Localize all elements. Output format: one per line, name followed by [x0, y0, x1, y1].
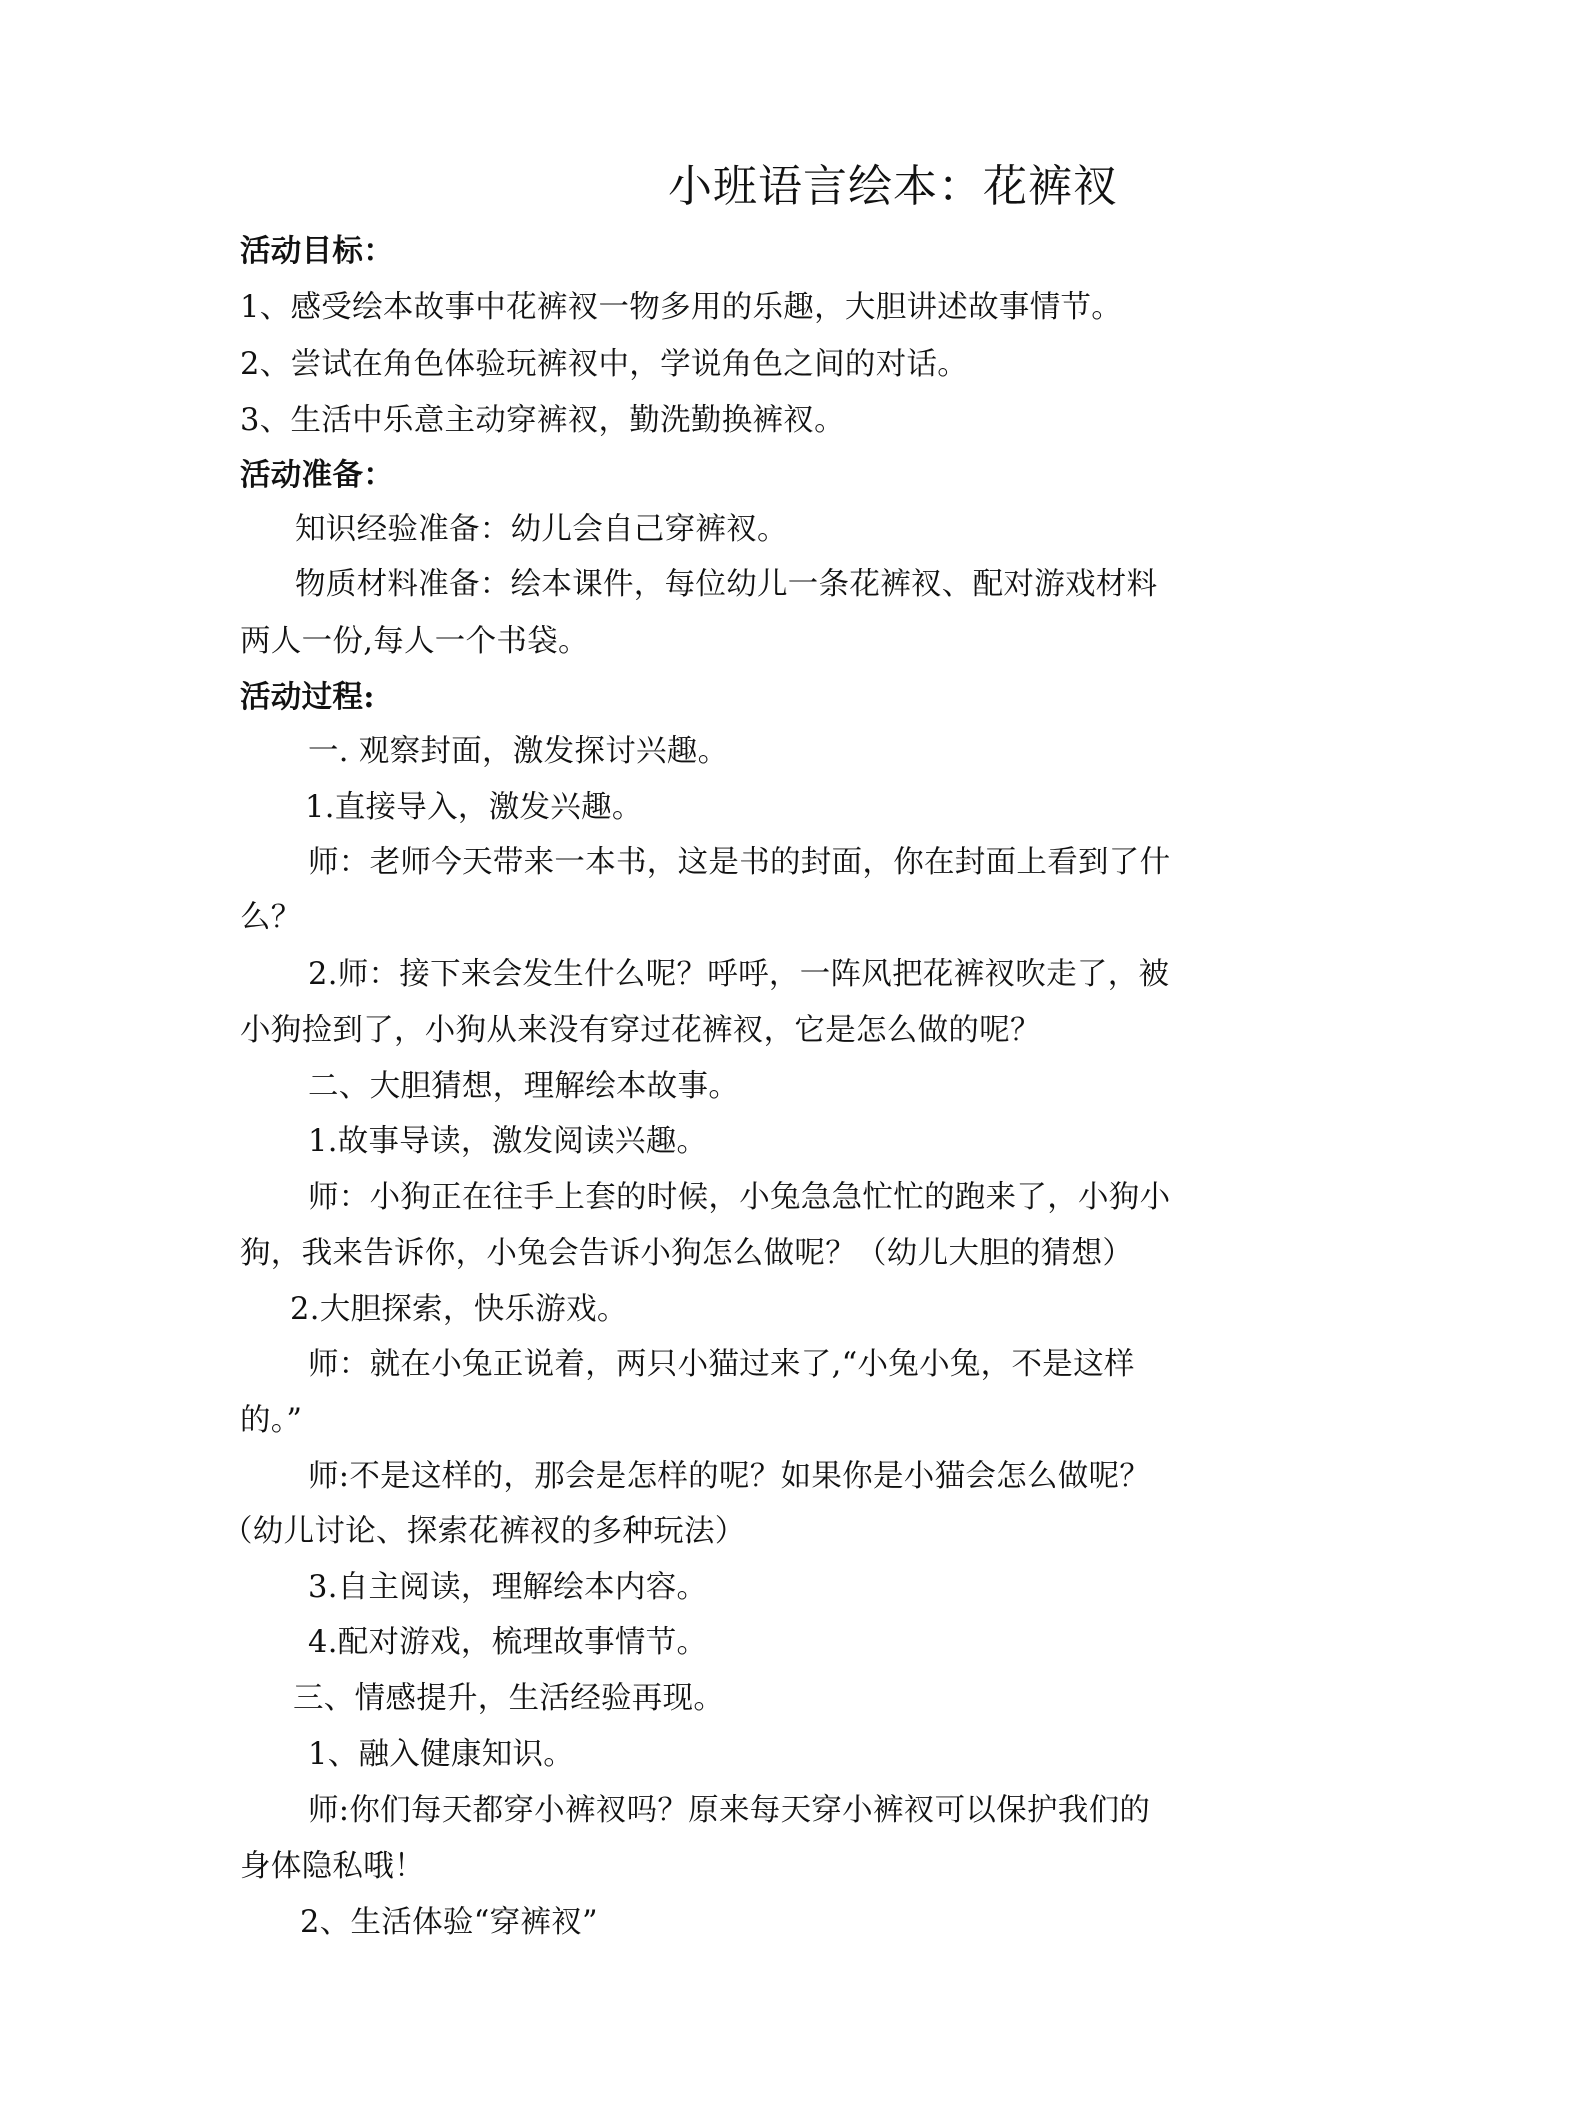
process-line: 三、情感提升，生活经验再现。: [293, 1681, 725, 1716]
process-line: 2.大胆探索，快乐游戏。: [290, 1292, 628, 1327]
process-line: 的。”: [240, 1403, 303, 1438]
goal-item: 1、感受绘本故事中花裤衩一物多用的乐趣，大胆讲述故事情节。: [240, 290, 1123, 325]
prep-materials-cont: 两人一份,每人一个书袋。: [240, 624, 589, 659]
process-line: 小狗捡到了，小狗从来没有穿过花裤衩，它是怎么做的呢？: [240, 1013, 1041, 1048]
goal-item: 3、生活中乐意主动穿裤衩，勤洗勤换裤衩。: [240, 403, 845, 438]
goal-item: 2、尝试在角色体验玩裤衩中，学说角色之间的对话。: [240, 347, 969, 382]
prep-knowledge: 知识经验准备：幼儿会自己穿裤衩。: [295, 512, 788, 547]
section-heading-process: 活动过程:: [240, 679, 375, 715]
section-heading-preparation: 活动准备：: [240, 457, 394, 493]
process-line: 么？: [240, 900, 302, 935]
process-line: 身体隐私哦！: [240, 1849, 425, 1884]
process-line: 狗，我来告诉你，小兔会告诉小狗怎么做呢？（幼儿大胆的猜想）: [240, 1236, 1134, 1271]
page-title: 小班语言绘本：花裤衩: [668, 161, 1118, 212]
process-line: 3.自主阅读，理解绘本内容。: [308, 1570, 708, 1605]
section-heading-goals: 活动目标：: [240, 233, 394, 269]
process-line: （幼儿讨论、探索花裤衩的多种玩法）: [222, 1514, 746, 1549]
process-line: 1.直接导入，激发兴趣。: [305, 790, 643, 825]
process-line: 一. 观察封面，激发探讨兴趣。: [308, 734, 729, 769]
process-line: 4.配对游戏，梳理故事情节。: [308, 1625, 708, 1660]
process-line: 2.师：接下来会发生什么呢？呼呼，一阵风把花裤衩吹走了，被: [308, 957, 1170, 992]
process-line: 师:你们每天都穿小裤衩吗？原来每天穿小裤衩可以保护我们的: [308, 1793, 1151, 1828]
process-line: 2、生活体验“穿裤衩”: [300, 1905, 598, 1940]
prep-materials: 物质材料准备：绘本课件，每位幼儿一条花裤衩、配对游戏材料: [295, 567, 1158, 602]
process-line: 二、大胆猜想，理解绘本故事。: [308, 1069, 740, 1104]
process-line: 师:不是这样的，那会是怎样的呢？如果你是小猫会怎么做呢？: [308, 1459, 1151, 1494]
process-line: 师：小狗正在往手上套的时候，小兔急急忙忙的跑来了，小狗小: [308, 1180, 1171, 1215]
process-line: 师：就在小兔正说着，两只小猫过来了,“小兔小兔，不是这样: [308, 1347, 1135, 1382]
process-line: 师：老师今天带来一本书，这是书的封面，你在封面上看到了什: [308, 845, 1171, 880]
process-line: 1、融入健康知识。: [308, 1737, 575, 1772]
process-line: 1.故事导读，激发阅读兴趣。: [308, 1124, 708, 1159]
